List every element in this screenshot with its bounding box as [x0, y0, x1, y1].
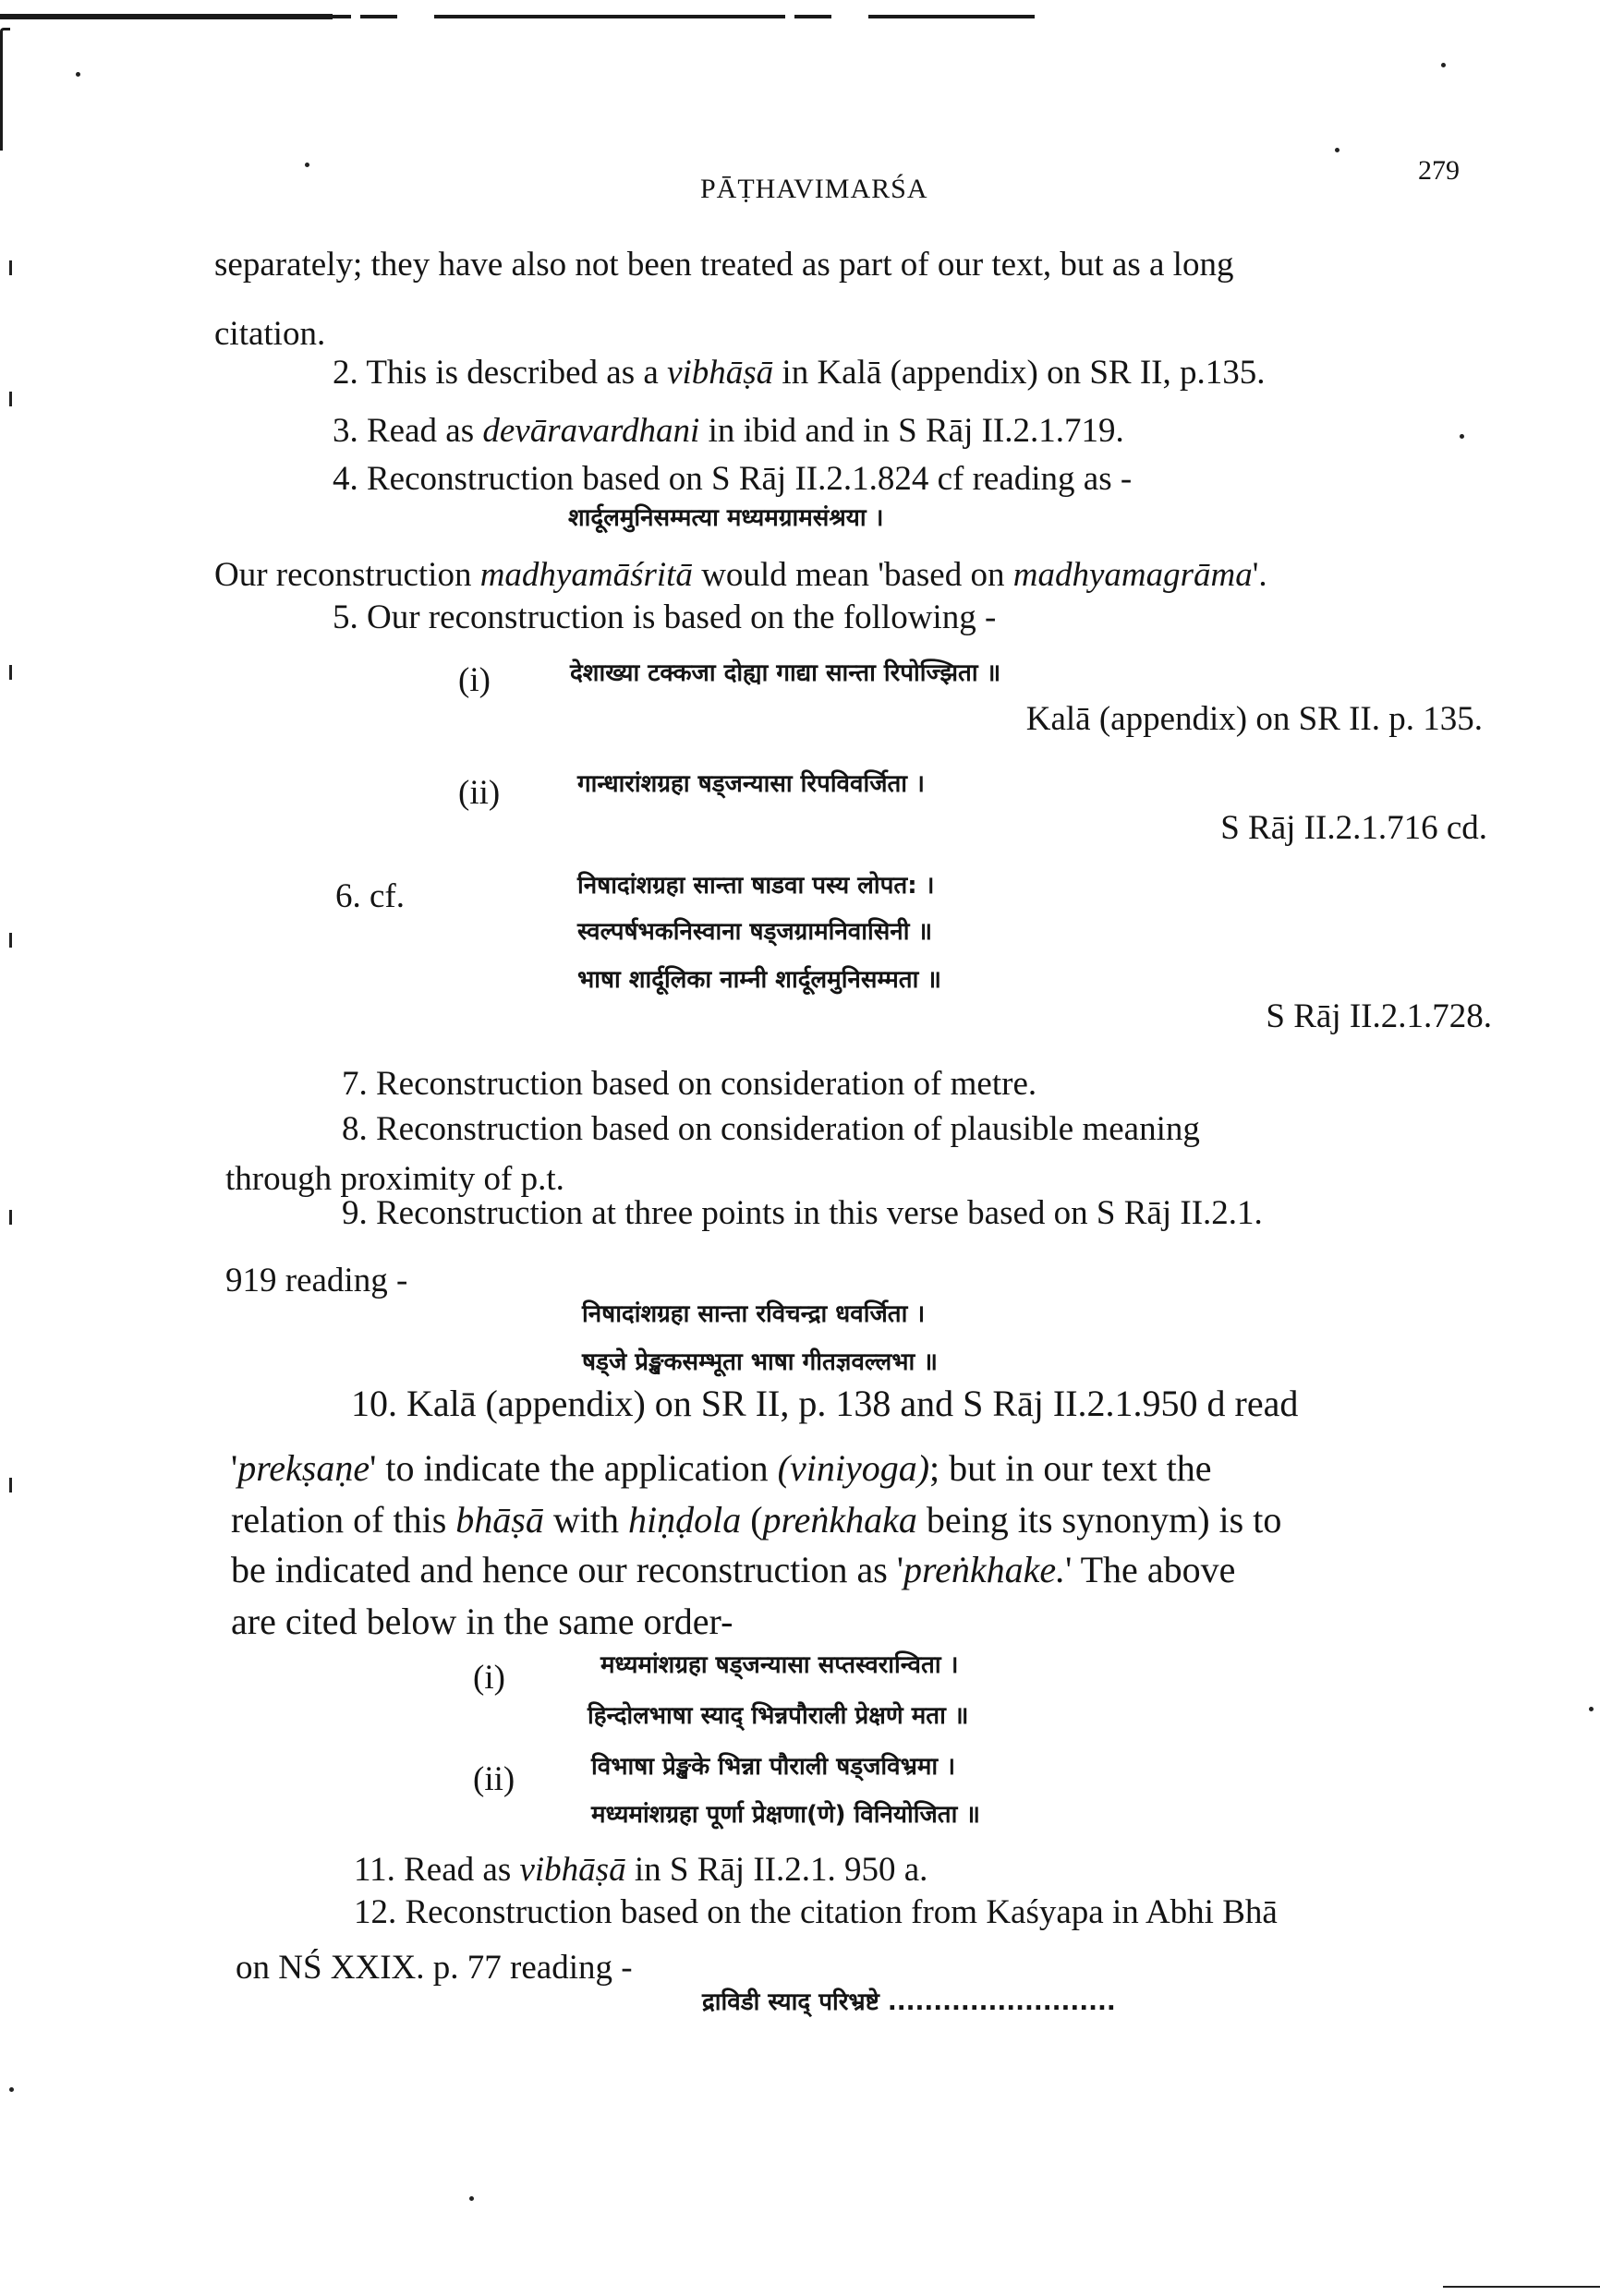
- note-4: 4. Reconstruction based on S Rāj II.2.1.824 cf reading as -: [333, 460, 1133, 498]
- sanskrit-verse: मध्यमांशग्रहा पूर्णा प्रेक्षणा(णे) विनियोजिता ॥: [591, 1801, 980, 1829]
- text-line: through proximity of p.t.: [225, 1160, 564, 1198]
- scan-speck: [469, 2196, 474, 2201]
- sanskrit-verse: शार्दूलमुनिसम्मत्या मध्यमग्रामसंश्रया ।: [568, 504, 884, 532]
- text-line: relation of this bhāṣā with hiṇḍola (preṅkhaka being its synonym) is to: [231, 1499, 1282, 1541]
- note-3: 3. Read as devāravardhani in ibid and in S Rāj II.2.1.719.: [333, 412, 1124, 450]
- scan-speck: [76, 72, 80, 77]
- margin-mark: [9, 392, 12, 406]
- item-label: (ii): [473, 1760, 515, 1798]
- text-line: citation.: [214, 315, 326, 353]
- margin-mark: [9, 260, 12, 275]
- margin-mark: [9, 665, 12, 680]
- text-line: 'prekṣaṇe' to indicate the application (viniyoga); but in our text the: [231, 1447, 1212, 1489]
- running-title: PĀṬHAVIMARŚA: [700, 174, 928, 204]
- note-2: 2. This is described as a vibhāṣā in Kalā (appendix) on SR II, p.135.: [333, 354, 1266, 392]
- sanskrit-verse: षड्जे प्रेङ्खकसम्भूता भाषा गीतज्ञवल्लभा ॥: [582, 1348, 938, 1376]
- citation-ref: Kalā (appendix) on SR II. p. 135.: [1025, 700, 1483, 738]
- text-line: separately; they have also not been treated as part of our text, but as a long: [214, 246, 1234, 284]
- note-6: 6. cf.: [335, 877, 405, 915]
- text-line: 919 reading -: [225, 1262, 408, 1299]
- note-11: 11. Read as vibhāṣā in S Rāj II.2.1. 950 a.: [354, 1851, 928, 1889]
- sanskrit-verse: भाषा शार्दूलिका नाम्नी शार्दूलमुनिसम्मता ॥: [577, 966, 941, 994]
- note-7: 7. Reconstruction based on consideration of metre.: [342, 1065, 1037, 1103]
- note-10: 10. Kalā (appendix) on SR II, p. 138 and S Rāj II.2.1.950 d read: [351, 1383, 1299, 1424]
- page-number: 279: [1418, 155, 1460, 186]
- margin-mark: [9, 1210, 12, 1225]
- text-line: be indicated and hence our reconstruction as 'preṅkhake.' The above: [231, 1549, 1236, 1590]
- note-9: 9. Reconstruction at three points in this verse based on S Rāj II.2.1.: [342, 1194, 1263, 1232]
- citation-ref: S Rāj II.2.1.728.: [1266, 997, 1492, 1035]
- scan-speck: [1335, 148, 1339, 152]
- sanskrit-verse: विभाषा प्रेङ्खके भिन्ना पौराली षड्जविभ्रमा ।: [591, 1753, 956, 1781]
- citation-ref: S Rāj II.2.1.716 cd.: [1220, 809, 1487, 847]
- note-12: 12. Reconstruction based on the citation from Kaśyapa in Abhi Bhā: [354, 1893, 1278, 1931]
- sanskrit-verse: हिन्दोलभाषा स्याद् भिन्नपौराली प्रेक्षणे मता ॥: [588, 1702, 969, 1730]
- item-label: (i): [458, 661, 491, 699]
- note-5: 5. Our reconstruction is based on the following -: [333, 598, 997, 636]
- margin-mark: [9, 1478, 12, 1492]
- item-label: (ii): [458, 774, 501, 812]
- sanskrit-verse: देशाख्या टक्कजा दोह्या गाद्या सान्ता रिपोज्झिता ॥: [570, 659, 1001, 687]
- sanskrit-verse: स्वल्पर्षभकनिस्वाना षड्जग्रामनिवासिनी ॥: [577, 918, 933, 946]
- margin-mark: [9, 933, 12, 948]
- text-line: on NŚ XXIX. p. 77 reading -: [236, 1949, 633, 1987]
- note-8: 8. Reconstruction based on consideration of plausible meaning: [342, 1110, 1200, 1148]
- text-line: Our reconstruction madhyamāśritā would mean 'based on madhyamagrāma'.: [214, 556, 1267, 594]
- scan-speck: [1460, 434, 1464, 439]
- scan-speck: [1441, 63, 1446, 67]
- sanskrit-verse: निषादांशग्रहा सान्ता रविचन्द्रा धवर्जिता ।: [582, 1300, 926, 1328]
- scan-speck: [9, 2087, 14, 2092]
- left-scan-edge: [0, 28, 10, 151]
- sanskrit-verse: मध्यमांशग्रहा षड्जन्यासा सप्तस्वरान्विता ।: [600, 1651, 959, 1679]
- sanskrit-verse: गान्धारांशग्रहा षड्जन्यासा रिपविवर्जिता ।: [577, 770, 925, 798]
- text-line: are cited below in the same order-: [231, 1601, 733, 1642]
- top-scan-rule-thick: [0, 14, 333, 19]
- bottom-scan-rule: [1443, 2286, 1600, 2288]
- item-label: (i): [473, 1659, 505, 1697]
- sanskrit-verse: द्राविडी स्याद् परिभ्रष्टे .........................: [702, 1988, 1116, 2016]
- sanskrit-verse: निषादांशग्रहा सान्ता षाडवा पस्य लोपत: ।: [577, 872, 935, 900]
- scan-speck: [305, 163, 309, 167]
- scan-speck: [1589, 1707, 1594, 1711]
